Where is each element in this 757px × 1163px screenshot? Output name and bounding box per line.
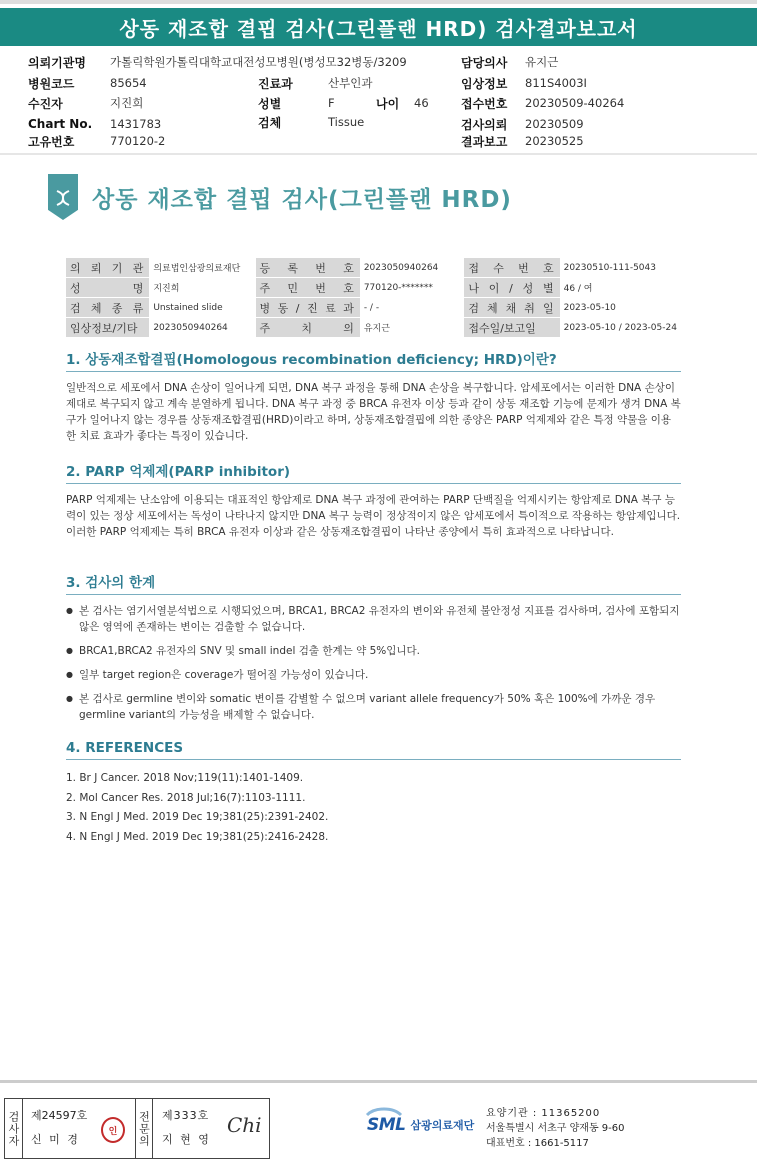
report-hero [48, 174, 512, 220]
hospital-code-value: 85654 [110, 76, 147, 90]
top-border [0, 0, 757, 4]
tester-seal [101, 1117, 125, 1143]
table-cell: 2023050940264 [149, 318, 255, 338]
table-header-cell: 주 민 번 호 [256, 278, 360, 298]
table-header-cell: 검 체 종 류 [66, 298, 149, 318]
table-cell: Unstained slide [149, 298, 255, 318]
list-item: ● 본 검사는 염기서열분석법으로 시행되었으며, BRCA1, BRCA2 유전자의 변이와 유전체 불안정성 지표를 검사하며, 검사에 포함되지 않은 영역에 존재하는 변이는 검출할 수 없습니다. [66, 603, 681, 635]
tester-license: 제24597호 [31, 1109, 88, 1122]
dept-label: 진료과 [258, 76, 293, 91]
sml-logo [365, 1105, 474, 1135]
request-value: 20230509 [525, 117, 584, 131]
org-address: 서울특별시 서초구 양재동 9-60 [486, 1123, 625, 1134]
table-header-cell: 성 명 [66, 278, 149, 298]
reference-item: 3. N Engl J Med. 2019 Dec 19;381(25):2391-2402. [66, 811, 329, 823]
dept-value: 산부인과 [328, 76, 373, 90]
reference-item: 1. Br J Cancer. 2018 Nov;119(11):1401-1409. [66, 772, 304, 784]
clinical-label: 임상정보 [461, 76, 508, 91]
table-cell: 2023050940264 [360, 258, 465, 278]
specimen-value: Tissue [328, 115, 365, 129]
chart-value: 1431783 [110, 117, 162, 131]
org-name: 삼광의료재단 [410, 1119, 475, 1132]
list-item: ● 일부 target region은 coverage가 떨어질 가능성이 있습니다. [66, 667, 681, 683]
table-cell: 20230510-111-5043 [560, 258, 681, 278]
doctor-label: 담당의사 [461, 55, 508, 70]
table-header-cell: 나 이 / 성 별 [464, 278, 559, 298]
table-header-cell: 임상정보/기타 [66, 318, 149, 338]
tester-seal-text: 인 [108, 1126, 118, 1137]
tester-label [5, 1099, 23, 1158]
table-cell: - / - [360, 298, 465, 318]
signature-box [4, 1098, 270, 1159]
hospital-code-label: 병원코드 [28, 76, 75, 91]
table-header-cell: 병 동 / 진 료 과 [256, 298, 360, 318]
patient-label: 수진자 [28, 96, 63, 111]
section-parp [66, 460, 681, 540]
report-title-bar [0, 8, 757, 46]
specialist-license: 제333호 [162, 1109, 210, 1122]
hospital-label: 의뢰기관명 [28, 55, 86, 70]
table-cell: 2023-05-10 / 2023-05-24 [560, 318, 681, 338]
report-footer [0, 1080, 757, 1163]
org-info [486, 1106, 625, 1151]
report-title: 상동 재조합 결핍 검사(그린플랜 HRD) 검사결과보고서 [119, 16, 638, 41]
section-title: 1. 상동재조합결핍(Homologous recombination deficiency; HRD)이란? [66, 348, 681, 372]
report-value: 20230525 [525, 134, 584, 148]
age-value: 46 [414, 96, 429, 110]
table-cell: 46 / 여 [560, 278, 681, 298]
receipt-value: 20230509-40264 [525, 96, 625, 110]
table-cell: 2023-05-10 [560, 298, 681, 318]
reference-item: 4. N Engl J Med. 2019 Dec 19;381(25):2416-2428. [66, 830, 329, 843]
org-phone: 대표번호 : 1661-5117 [486, 1138, 589, 1149]
report-label: 결과보고 [461, 134, 508, 149]
footer-divider [0, 1080, 757, 1083]
table-cell: 770120-******* [360, 278, 465, 298]
unique-label: 고유번호 [28, 134, 75, 149]
doctor-value: 유지근 [525, 55, 559, 69]
section-limits [66, 571, 681, 731]
section-body: PARP 억제제는 난소암에 이용되는 대표적인 항암제로 DNA 복구 과정에 관여하는 PARP 단백질을 억제시키는 항암제로 DNA 복구 능력이 있는 정상 세포에서는 독성이 나타나지 않지만 DNA 복구 능력이 정상적이지 않은 암세포에서 특이적으로 작용하는 항암제입니다. 이러한 PARP 억제제는 특히 BRCA 유전자 이상과 같은 상동재조합결핍이 나타난 종양에서 특히 효과적으로 나타납니다. [66, 494, 681, 538]
receipt-label: 접수번호 [461, 96, 508, 111]
hero-title: 상동 재조합 결핍 검사(그린플랜 HRD) [92, 186, 512, 213]
table-header-cell: 접 수 번 호 [464, 258, 559, 278]
section-references [66, 740, 681, 847]
table-cell: 의료법인삼광의료재단 [149, 258, 255, 278]
unique-value: 770120-2 [110, 134, 166, 148]
specialist-name: 지 현 영 [162, 1133, 211, 1146]
table-row [66, 278, 681, 298]
section-title: 3. 검사의 한계 [66, 571, 681, 595]
table-header-cell: 검 체 채 취 일 [464, 298, 559, 318]
hospital-value: 가톨릭학원가톨릭대학교대전성모병원(병성모32병동/3209 [110, 55, 407, 69]
table-header-cell: 의 뢰 기 관 [66, 258, 149, 278]
specialist-signature: Chi [227, 1113, 262, 1137]
section-title: 4. REFERENCES [66, 740, 681, 760]
reference-item: 2. Mol Cancer Res. 2018 Jul;16(7):1103-1111. [66, 791, 306, 804]
table-cell: 유지근 [360, 318, 465, 338]
section-body: 일반적으로 세포에서 DNA 손상이 일어나게 되면, DNA 복구 과정을 통해 DNA 손상을 복구합니다. 암세포에서는 이러한 DNA 손상이 제대로 복구되지 않고 계속 분열하게 됩니다. DNA 복구 과정 중 BRCA 유전자 이상 등과 같이 상동 재조합 기능에 문제가 생겨 DNA 복구가 일어나지 않는 경우를 상동재조합결핍(HRD)이라고 하며, 상동재조합결핍에 의한 종양은 PARP 억제제와 같은 특정 약물을 이용한 치료 효과가 좋다는 특징이 있습니다. [66, 382, 681, 442]
patient-value: 지진희 [110, 96, 144, 110]
list-item: ● BRCA1,BRCA2 유전자의 SNV 및 small indel 검출 한계는 약 5%입니다. [66, 643, 681, 659]
age-label: 나이 [376, 96, 400, 111]
sex-label: 성별 [258, 96, 282, 111]
dna-badge-icon [48, 174, 78, 220]
references-list [66, 769, 681, 847]
patient-table [66, 257, 681, 338]
specialist-label-text: 전문의 [137, 1110, 151, 1147]
table-header-cell: 접수일/보고일 [464, 318, 559, 338]
request-label: 검사의뢰 [461, 117, 508, 132]
table-row [66, 298, 681, 318]
tester-name: 신 미 경 [31, 1133, 80, 1146]
section-hrd [66, 348, 681, 444]
header-divider [0, 153, 757, 155]
table-header-cell: 등 록 번 호 [256, 258, 360, 278]
table-cell: 지진희 [149, 278, 255, 298]
sml-logo-text: SML [367, 1115, 406, 1135]
specialist-label [135, 1099, 153, 1158]
limits-list [66, 603, 681, 723]
specimen-label: 검체 [258, 115, 282, 130]
clinical-value: 811S4003I [525, 76, 587, 90]
list-item: ● 본 검사로 germline 변이와 somatic 변이를 감별할 수 없으며 variant allele frequency가 50% 혹은 100%에 가까운 경우 germline variant의 가능성을 배제할 수 없습니다. [66, 691, 681, 723]
tester-label-text: 검사자 [7, 1110, 20, 1147]
section-title: 2. PARP 억제제(PARP inhibitor) [66, 460, 681, 484]
table-header-cell: 주 치 의 [256, 318, 360, 338]
sex-value: F [328, 96, 335, 110]
org-code: 요양기관 : 11365200 [486, 1108, 601, 1119]
table-row [66, 318, 681, 338]
table-row [66, 258, 681, 278]
chart-label: Chart No. [28, 117, 93, 131]
